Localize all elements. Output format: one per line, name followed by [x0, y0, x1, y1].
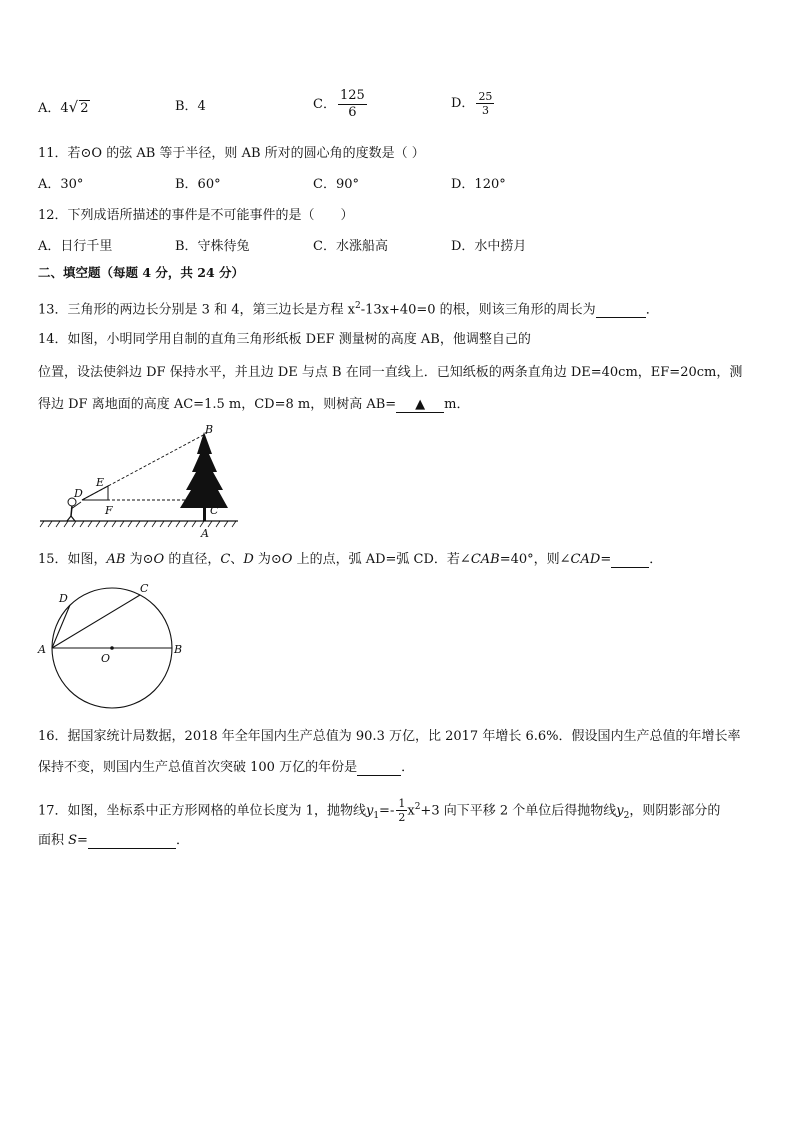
- q16-line1: 16．据国家统计局数据，2018 年全年国内生产总值为 90.3 万亿，比 2017 年增长 6.6%．假设国内生产总值的年增长率: [38, 729, 741, 744]
- q15-answer-blank[interactable]: [611, 553, 649, 568]
- q13-answer-blank[interactable]: [596, 303, 646, 318]
- q14-figure: [38, 420, 248, 542]
- center-point: [110, 646, 114, 650]
- q14-line3: 得边 DF 离地面的高度 AC=1.5 m，CD=8 m，则树高 AB= ▲ m．: [38, 397, 470, 412]
- q10-option-d: D． $\frac{25}{3}$: [451, 90, 493, 117]
- chord-ad: [52, 605, 70, 648]
- q12-option-d: D．水中捞月: [451, 239, 527, 254]
- q10-option-a: A．4√ 2: [38, 98, 89, 116]
- q15-text: 15．如图，AB 为⊙O 的直径，C、D 为⊙O 上的点，弧 AD=弧 CD．若∠CAB=40°，则∠CAD= ．: [38, 552, 663, 567]
- q10-option-c: C． $\frac{125}{6}$: [313, 88, 365, 120]
- q13-text: 13．三角形的两边长分别是 3 和 4，第三边长是方程 $x^2-13x+40=0$ 的根，则该三角形的周长为 ．: [38, 301, 659, 318]
- q11-option-d: D．120°: [451, 177, 506, 192]
- label-d: D: [74, 487, 83, 500]
- q16-answer-blank[interactable]: [357, 761, 401, 776]
- label-a: A: [38, 643, 46, 656]
- label-o: O: [101, 652, 111, 665]
- tree-icon: [180, 432, 228, 521]
- person-icon: [67, 498, 81, 521]
- q17-line1: 17．如图，坐标系中正方形网格的单位长度为 1，抛物线$y_1=-$ $\frac{1}{2}$ $x^2+3$ 向下平移 2 个单位后得抛物线$y_2$，则阴影部分的: [38, 797, 721, 825]
- label-d: D: [59, 592, 68, 605]
- q11-option-c: C．90°: [313, 177, 359, 192]
- label-c: C: [210, 504, 219, 517]
- label-b: B: [205, 423, 214, 436]
- q14-answer-blank[interactable]: [396, 398, 444, 413]
- q12-option-a: A．日行千里: [38, 239, 113, 254]
- label-a: A: [201, 527, 209, 540]
- q14-line2: 位置，设法使斜边 DF 保持水平，并且边 DE 与点 B 在同一直线上．已知纸板的两条直角边 DE=40cm，EF=20cm，测: [38, 365, 743, 380]
- q12-option-b: B．守株待兔: [175, 239, 250, 254]
- label-c: C: [140, 582, 149, 595]
- q11-stem: 11．若⊙O 的弦 AB 等于半径，则 AB 所对的圆心角的度数是（ ）: [38, 146, 425, 161]
- q15-figure: [34, 580, 194, 710]
- label-f: F: [105, 504, 113, 517]
- q11-option-b: B．60°: [175, 177, 221, 192]
- q14-line1: 14．如图，小明同学用自制的直角三角形纸板 DEF 测量树的高度 AB，他调整自己的: [38, 332, 531, 347]
- label-e: E: [96, 476, 105, 489]
- q12-option-c: C．水涨船高: [313, 239, 388, 254]
- q10-option-b: B．4: [175, 99, 206, 114]
- q16-line2: 保持不变，则国内生产总值首次突破 100 万亿的年份是 ．: [38, 760, 415, 775]
- section-heading-fill-in: 二、填空题（每题 4 分，共 24 分）: [38, 265, 245, 280]
- q11-option-a: A．30°: [38, 177, 84, 192]
- triangle-def: [82, 486, 108, 500]
- label-b: B: [174, 643, 183, 656]
- q17-line2: 面积 S= ．: [38, 833, 189, 848]
- q17-answer-blank[interactable]: [88, 834, 176, 849]
- triangle-marker-icon: ▲: [415, 397, 426, 412]
- q12-stem: 12．下列成语所描述的事件是不可能事件的是（ ）: [38, 208, 354, 223]
